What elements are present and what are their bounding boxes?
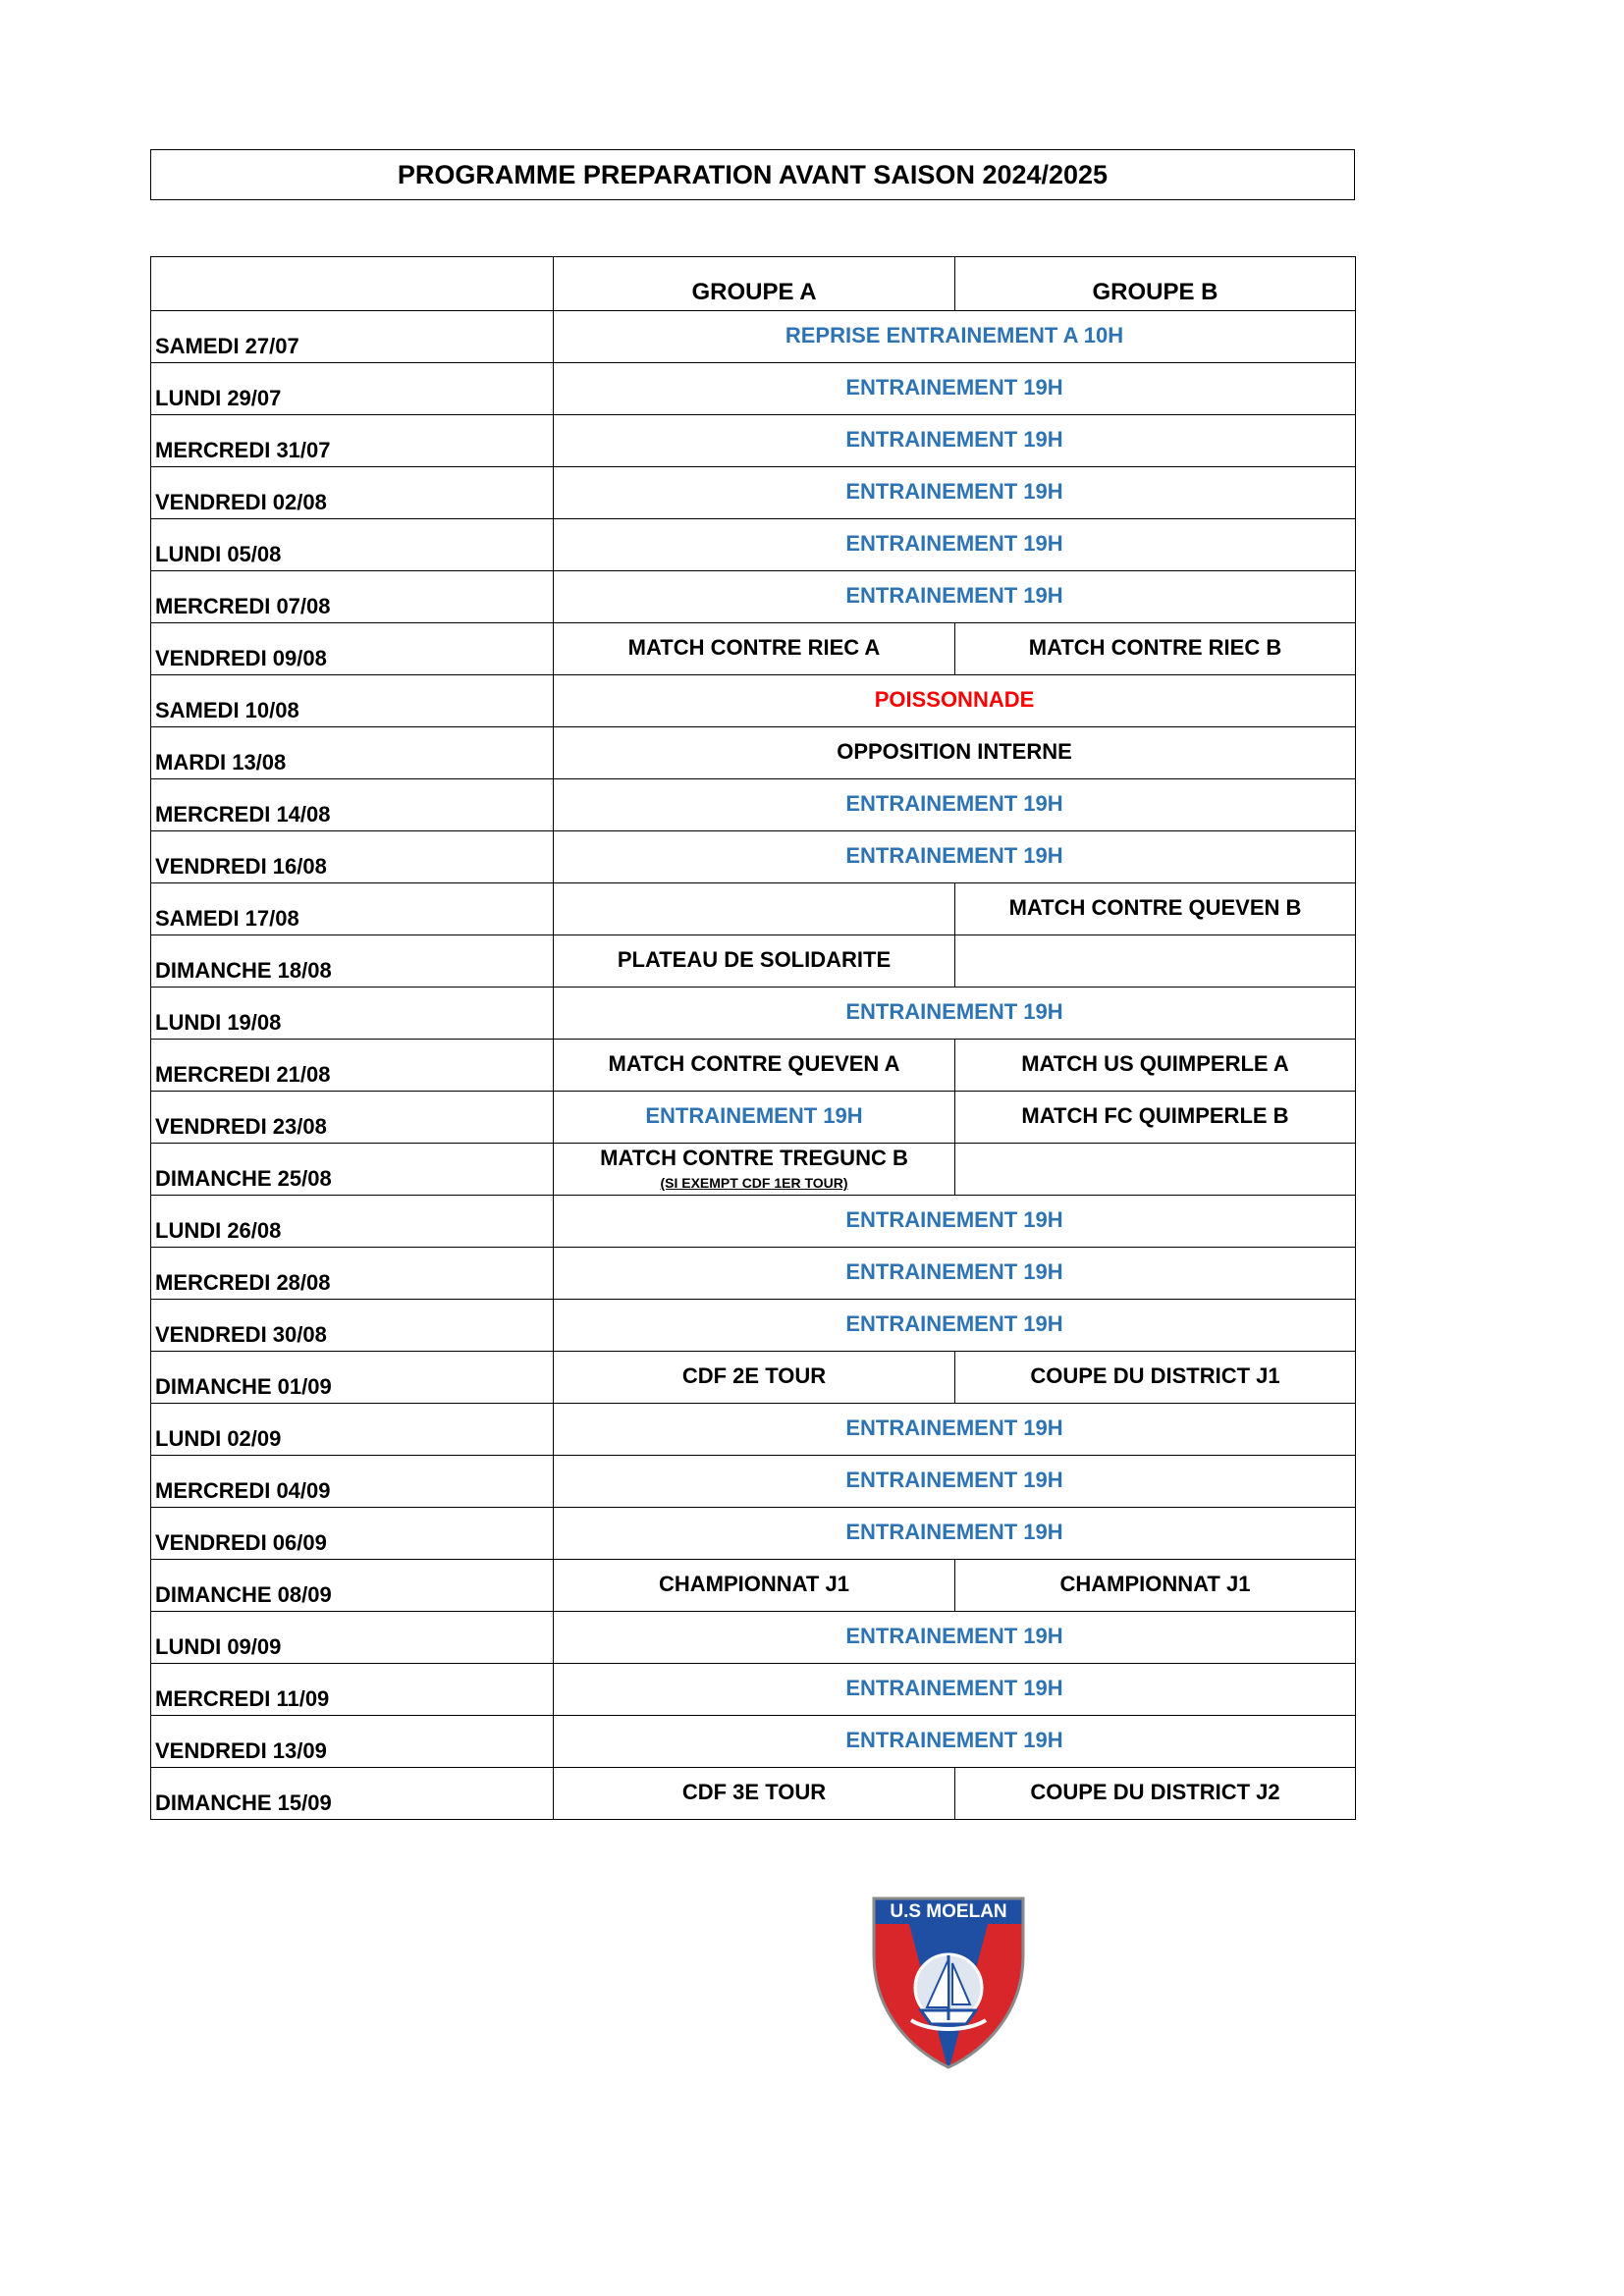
date-cell: MERCREDI 28/08 [151, 1248, 554, 1300]
table-row [151, 988, 1356, 1040]
table-row [151, 1716, 1356, 1768]
activity-both-groups: ENTRAINEMENT 19H [554, 1248, 1356, 1300]
table-row [151, 1560, 1356, 1612]
date-cell: LUNDI 19/08 [151, 988, 554, 1040]
logo-text: U.S MOELAN [890, 1901, 1007, 1922]
table-row [151, 467, 1356, 519]
activity-both-groups: ENTRAINEMENT 19H [554, 1196, 1356, 1248]
date-cell: VENDREDI 30/08 [151, 1300, 554, 1352]
date-cell: LUNDI 29/07 [151, 363, 554, 415]
activity-group-a-label: ENTRAINEMENT 19H [645, 1103, 863, 1128]
table-row [151, 519, 1356, 571]
date-cell: DIMANCHE 18/08 [151, 935, 554, 988]
activity-both-groups: ENTRAINEMENT 19H [554, 988, 1356, 1040]
activity-group-a-label: MATCH CONTRE TREGUNC B [600, 1146, 908, 1170]
date-cell: VENDREDI 13/09 [151, 1716, 554, 1768]
table-row [151, 1612, 1356, 1664]
activity-group-b: COUPE DU DISTRICT J2 [955, 1768, 1356, 1820]
activity-both-groups: ENTRAINEMENT 19H [554, 779, 1356, 831]
date-cell: MERCREDI 04/09 [151, 1456, 554, 1508]
date-cell: VENDREDI 02/08 [151, 467, 554, 519]
activity-group-a [554, 1144, 955, 1196]
table-row [151, 1144, 1356, 1196]
table-row [151, 675, 1356, 727]
table-row [151, 1092, 1356, 1144]
page-title: PROGRAMME PREPARATION AVANT SAISON 2024/2025 [150, 149, 1355, 200]
header-group-b: GROUPE B [955, 257, 1356, 311]
table-row [151, 1508, 1356, 1560]
activity-group-a-label: MATCH CONTRE RIEC A [627, 635, 881, 660]
activity-both-groups: ENTRAINEMENT 19H [554, 1300, 1356, 1352]
table-row [151, 1352, 1356, 1404]
table-row [151, 1248, 1356, 1300]
date-cell: VENDREDI 06/09 [151, 1508, 554, 1560]
date-cell: VENDREDI 16/08 [151, 831, 554, 883]
activity-both-groups: ENTRAINEMENT 19H [554, 1664, 1356, 1716]
activity-group-b: MATCH US QUIMPERLE A [955, 1040, 1356, 1092]
activity-group-a-label: CHAMPIONNAT J1 [659, 1572, 849, 1596]
activity-group-a-label: CDF 2E TOUR [681, 1363, 827, 1388]
activity-both-groups: REPRISE ENTRAINEMENT A 10H [554, 311, 1356, 363]
table-row [151, 623, 1356, 675]
table-row [151, 1040, 1356, 1092]
activity-both-groups: ENTRAINEMENT 19H [554, 831, 1356, 883]
activity-group-a-label: PLATEAU DE SOLIDARITE [617, 947, 892, 972]
activity-group-b: MATCH CONTRE RIEC B [955, 623, 1356, 675]
activity-group-b: MATCH CONTRE QUEVEN B [955, 883, 1356, 935]
table-row [151, 935, 1356, 988]
date-cell: VENDREDI 09/08 [151, 623, 554, 675]
activity-both-groups: ENTRAINEMENT 19H [554, 415, 1356, 467]
activity-group-a [554, 883, 955, 935]
date-cell: LUNDI 26/08 [151, 1196, 554, 1248]
table-row [151, 883, 1356, 935]
activity-group-a [554, 1040, 955, 1092]
activity-group-b: MATCH FC QUIMPERLE B [955, 1092, 1356, 1144]
header-group-a: GROUPE A [554, 257, 955, 311]
activity-group-a [554, 1768, 955, 1820]
table-row [151, 1404, 1356, 1456]
activity-both-groups: ENTRAINEMENT 19H [554, 1508, 1356, 1560]
activity-group-a [554, 623, 955, 675]
activity-both-groups: ENTRAINEMENT 19H [554, 1456, 1356, 1508]
date-cell: MERCREDI 07/08 [151, 571, 554, 623]
table-header-row [151, 257, 1356, 311]
date-cell: DIMANCHE 25/08 [151, 1144, 554, 1196]
activity-both-groups: ENTRAINEMENT 19H [554, 1716, 1356, 1768]
date-cell: DIMANCHE 08/09 [151, 1560, 554, 1612]
activity-group-b: COUPE DU DISTRICT J1 [955, 1352, 1356, 1404]
activity-group-a [554, 1352, 955, 1404]
date-cell: MERCREDI 21/08 [151, 1040, 554, 1092]
date-cell: VENDREDI 23/08 [151, 1092, 554, 1144]
activity-both-groups: POISSONNADE [554, 675, 1356, 727]
date-cell: LUNDI 02/09 [151, 1404, 554, 1456]
date-cell: LUNDI 05/08 [151, 519, 554, 571]
activity-group-a [554, 935, 955, 988]
date-cell: SAMEDI 27/07 [151, 311, 554, 363]
date-cell: MERCREDI 31/07 [151, 415, 554, 467]
activity-group-a [554, 1560, 955, 1612]
table-row [151, 363, 1356, 415]
table-row [151, 1456, 1356, 1508]
activity-both-groups: ENTRAINEMENT 19H [554, 467, 1356, 519]
activity-note: (SI EXEMPT CDF 1ER TOUR) [660, 1175, 848, 1191]
table-row [151, 311, 1356, 363]
header-date-cell [151, 257, 554, 311]
activity-both-groups: ENTRAINEMENT 19H [554, 363, 1356, 415]
activity-group-a-label: CDF 3E TOUR [681, 1780, 827, 1804]
table-row [151, 1664, 1356, 1716]
table-row [151, 571, 1356, 623]
date-cell: LUNDI 09/09 [151, 1612, 554, 1664]
date-cell: MARDI 13/08 [151, 727, 554, 779]
table-row [151, 415, 1356, 467]
table-row [151, 1300, 1356, 1352]
date-cell: SAMEDI 10/08 [151, 675, 554, 727]
date-cell: MERCREDI 14/08 [151, 779, 554, 831]
schedule-table [150, 256, 1356, 1820]
table-row [151, 779, 1356, 831]
activity-group-a [554, 1092, 955, 1144]
us-moelan-crest-logo [870, 1895, 1027, 2071]
activity-group-b: CHAMPIONNAT J1 [955, 1560, 1356, 1612]
activity-both-groups: ENTRAINEMENT 19H [554, 1404, 1356, 1456]
activity-both-groups: ENTRAINEMENT 19H [554, 1612, 1356, 1664]
table-row [151, 1196, 1356, 1248]
activity-group-a-label: MATCH CONTRE QUEVEN A [608, 1051, 900, 1076]
date-cell: DIMANCHE 01/09 [151, 1352, 554, 1404]
table-row [151, 1768, 1356, 1820]
activity-both-groups: ENTRAINEMENT 19H [554, 571, 1356, 623]
date-cell: MERCREDI 11/09 [151, 1664, 554, 1716]
date-cell: DIMANCHE 15/09 [151, 1768, 554, 1820]
table-row [151, 831, 1356, 883]
activity-both-groups: ENTRAINEMENT 19H [554, 519, 1356, 571]
date-cell: SAMEDI 17/08 [151, 883, 554, 935]
activity-group-b [955, 935, 1356, 988]
activity-group-b [955, 1144, 1356, 1196]
table-row [151, 727, 1356, 779]
activity-both-groups: OPPOSITION INTERNE [554, 727, 1356, 779]
